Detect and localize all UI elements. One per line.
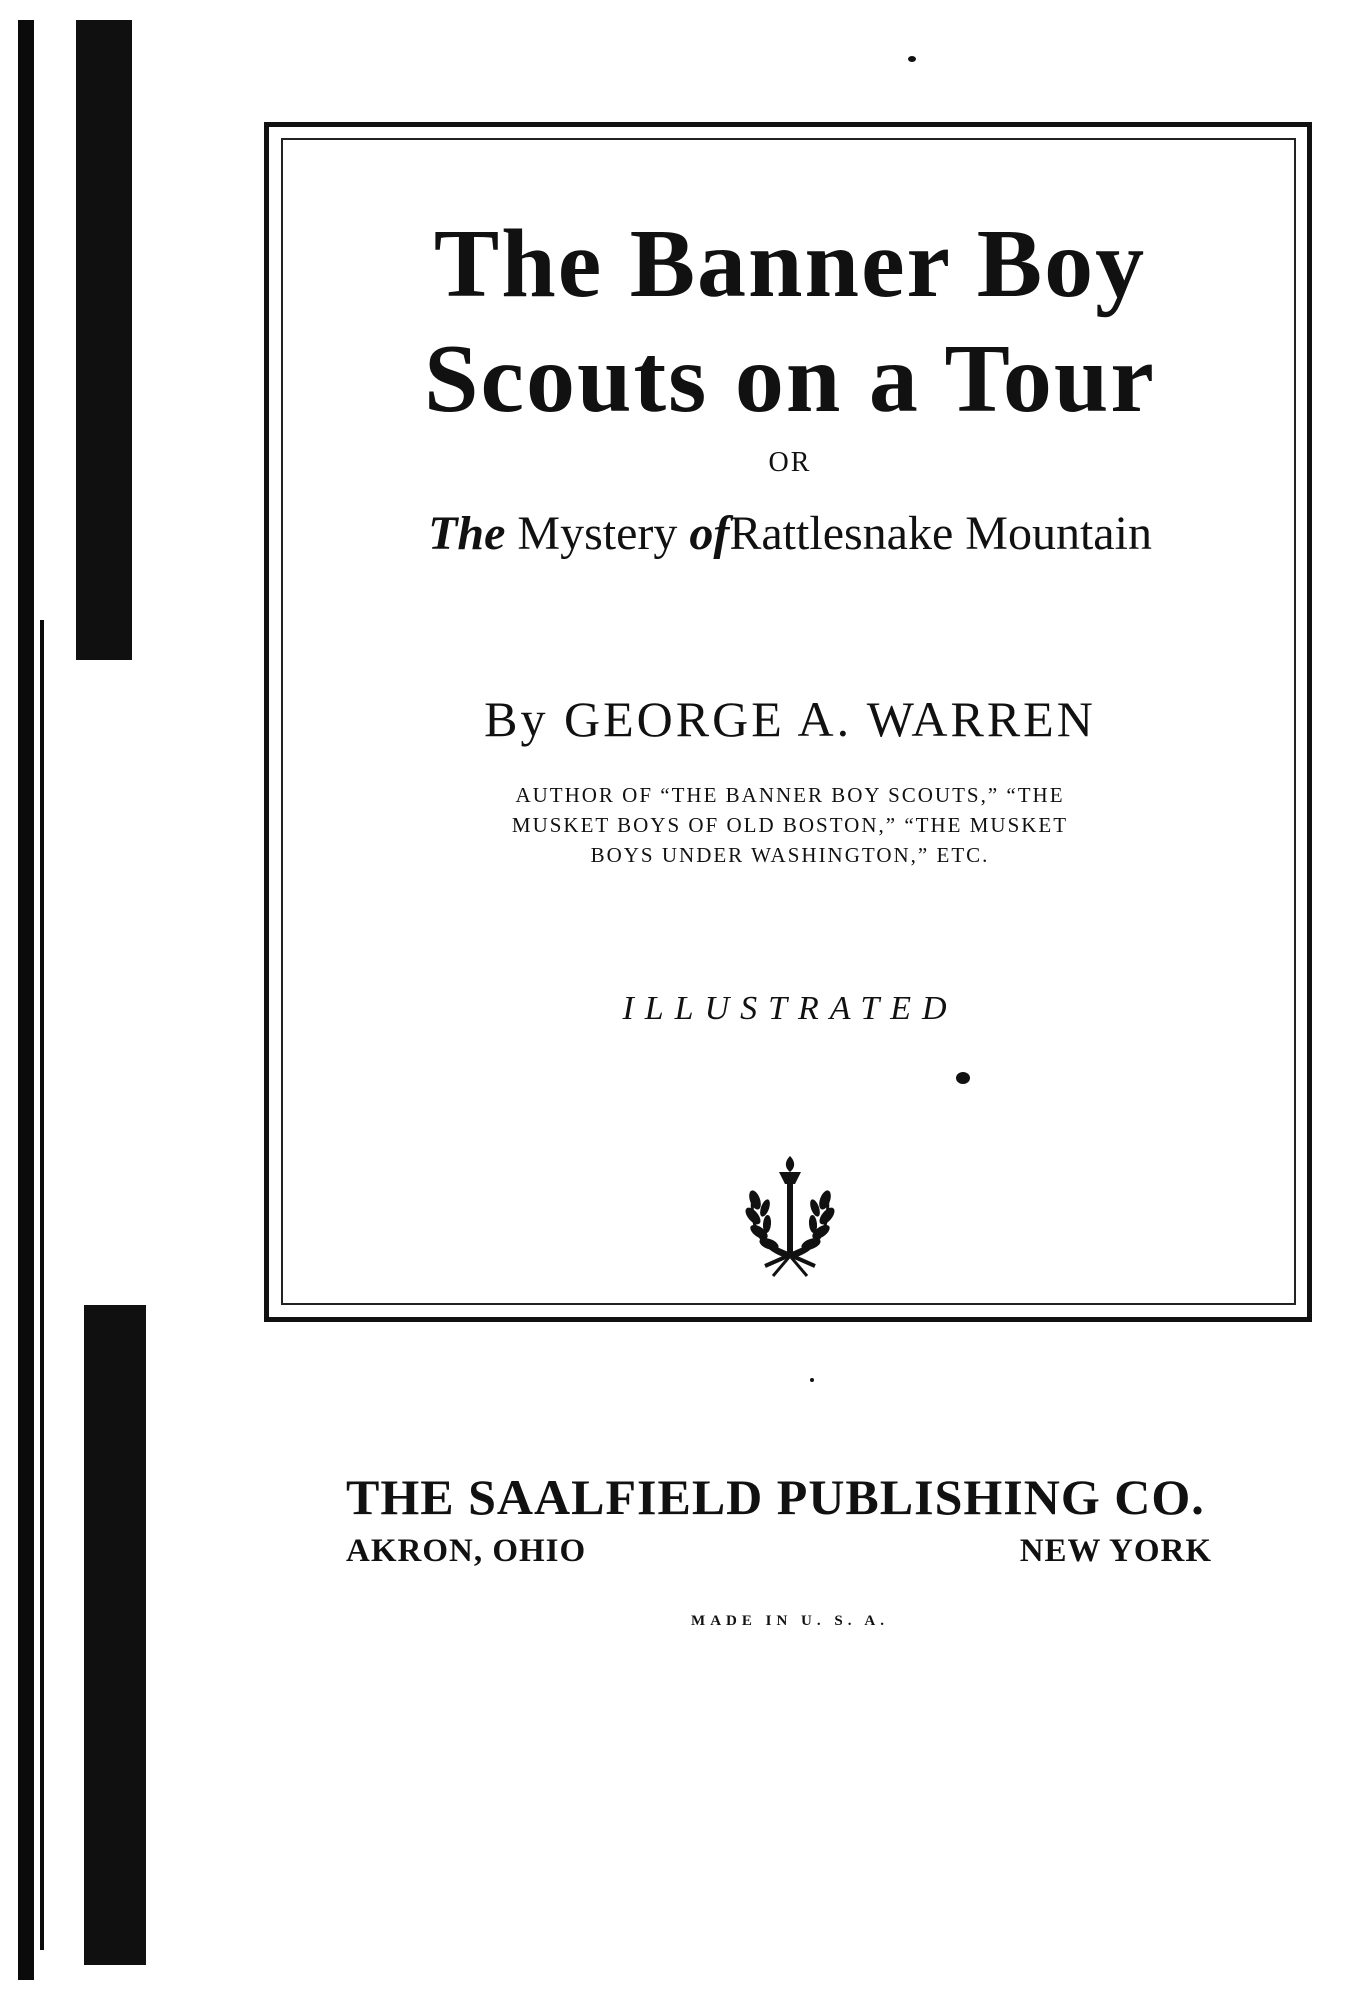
author-other-works-line: BOYS UNDER WASHINGTON,” ETC. (590, 843, 990, 867)
made-in-label: MADE IN U. S. A. (691, 1613, 889, 1629)
publisher-name: THE SAALFIELD PUBLISHING CO. (346, 1469, 1205, 1525)
publisher-city-left: AKRON, OHIO (346, 1533, 587, 1569)
binding-shadow-top (76, 20, 132, 660)
scan-speck (810, 1378, 814, 1382)
subtitle-of: of (689, 507, 730, 560)
book-subtitle (345, 506, 1235, 561)
scan-speck (908, 56, 916, 62)
binding-shadow-bottom (84, 1305, 146, 1965)
illustrated-label: ILLUSTRATED (622, 990, 958, 1027)
author-name: By GEORGE A. WARREN (484, 691, 1096, 747)
subtitle-mystery: Mystery (505, 507, 690, 560)
author-other-works (410, 780, 1170, 870)
subtitle-place: Rattlesnake Mountain (729, 507, 1152, 560)
page-edge-shadow-thin (40, 620, 44, 1950)
author-other-works-line: MUSKET BOYS OF OLD BOSTON,” “THE MUSKET (511, 813, 1069, 837)
author-other-works-line: AUTHOR OF “THE BANNER BOY SCOUTS,” “THE (515, 783, 1065, 807)
publisher-city-right: NEW YORK (1019, 1533, 1212, 1569)
subtitle-the: The (428, 507, 506, 560)
torch-wreath-icon (735, 1148, 845, 1283)
book-title-line-2: Scouts on a Tour (424, 325, 1156, 433)
page-edge-shadow (18, 20, 34, 1980)
or-separator: OR (768, 447, 812, 478)
book-title-line-1: The Banner Boy (433, 210, 1147, 318)
